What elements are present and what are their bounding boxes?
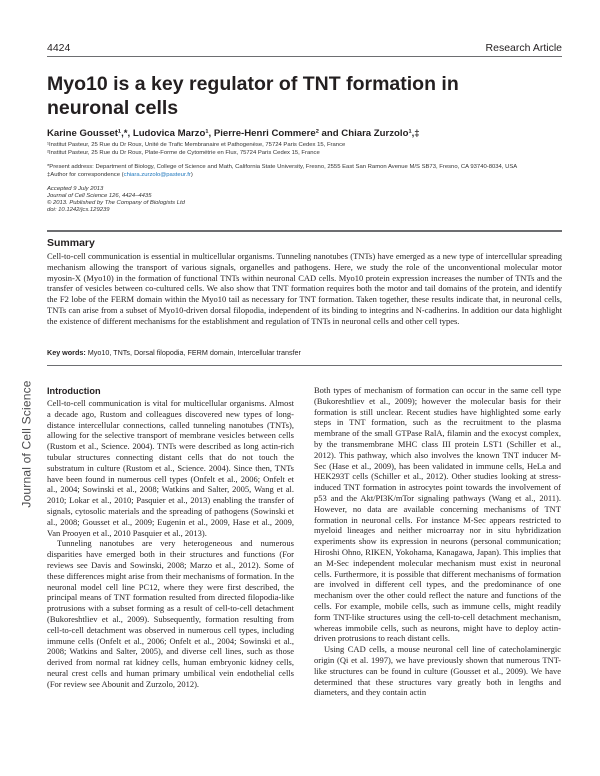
journal-reference: Journal of Cell Science 126, 4424–4435 (47, 193, 152, 199)
keywords-line (47, 348, 562, 357)
intro-paragraph-1: Cell-to-cell communication is vital for multicellular organisms. Almost a decade ago, Rustom and colleagues discovered new types of long-distance intercellular connections, called tunneling nanotubes (TNTs), allowing for the selective transport of membrane vesicles between cells (Rustom et al., Science. 2004). TNTs were described as long actin-rich tubular structures connecting distant cells that do not touch the substratum in culture (Rustom et al., Science. 2004). Since then, TNTs have been found in numerous cell types (Onfelt et al., 2006; Onfelt et al., 2004; Sowinski et al., 2008; Watkins and Salter, 2005, Wang et al. 2010; Lokar et al., 2010; Pasquier et al., 2013) enabling the transfer of signals, cytosolic materials and the spreading of pathogens (Sowinski et al., 2008; Gousset et al., 2009; Eugenin et al., 2009, Hase et al., 2009, Van Prooyen et al., 2010 Pasquier et al., 2013). (47, 398, 294, 538)
correspondence (47, 171, 193, 179)
correspondence-email-link[interactable]: chiara.zurzolo@pasteur.fr (123, 172, 191, 178)
column-right (314, 385, 561, 698)
page-number: 4424 (47, 42, 71, 54)
doi-line: doi: 10.1242/jcs.129239 (47, 207, 110, 213)
affiliation-2: ²Institut Pasteur, 25 Rue du Dr Roux, Plate-Forme de Cytométrie en Flux, 75724 Paris Cedex 15, France (47, 150, 320, 156)
article-title: Myo10 is a key regulator of TNT formation in neuronal cells (47, 73, 459, 119)
affiliation-1: ¹Institut Pasteur, 25 Rue du Dr Roux, Unité de Trafic Membranaire et Pathogenèse, 75724 Paris Cedex 15, France (47, 142, 346, 148)
summary-text: Cell-to-cell communication is essential in multicellular organisms. Tunneling nanotubes (TNTs) have emerged as a new type of intercellular spreading mechanism allowing the transport of various signals, organelles and pathogens. Here, we study the role of the unconventional molecular motor myosin-X (Myo10) in the formation of functional TNTs within neuronal CAD cells. Myo10 protein expression increases the number of TNTs and the transfer of vesicles between co-cultured cells. We also show that TNT formation requires both the motor and tail domains of the protein, and identify the F2 lobe of the FERM domain within the Myo10 tail as necessary for TNT formation. Taken together, these results indicate that, in neuronal cells, TNTs can arise from a subset of Myo10-driven dorsal filopodia, independent of its binding to integrins and N-cadherins. In addition our data highlight the existence of different mechanisms for the establishment and regulation of TNTs in neuronal cells and other cell types. (47, 251, 562, 326)
introduction-heading: Introduction (47, 386, 101, 396)
author-list: Karine Gousset¹,*, Ludovica Marzo¹, Pierre-Henri Commere² and Chiara Zurzolo¹,‡ (47, 128, 420, 139)
section-label: Research Article (485, 42, 562, 54)
top-rule (47, 56, 562, 57)
summary-heading: Summary (47, 237, 95, 249)
correspondence-label: ‡Author for correspondence ( (47, 172, 124, 178)
mid-rule (47, 365, 562, 366)
summary-rule (47, 230, 562, 232)
correspondence-end: ) (190, 172, 193, 178)
journal-name-vertical: Journal of Cell Science (19, 380, 34, 508)
keywords-text: Myo10, TNTs, Dorsal filopodia, FERM domain, Intercellular transfer (87, 348, 301, 357)
present-address: *Present address: Department of Biology, College of Science and Math, California State University, Fresno, 2555 East San Ramon Avenue M/S SB73, Fresno, CA 93740-8034, USA (47, 164, 518, 170)
journal-band (19, 236, 34, 652)
intro-paragraph-4: Using CAD cells, a mouse neuronal cell line of catecholaminergic origin (Qi et al. 1997), we have previously shown that numerous TNT-like structures can be found in culture (Gousset et al., 2009). We have determined that these structures vary greatly both in lengths and diameters, and they contain actin (314, 644, 561, 698)
column-left (47, 385, 294, 690)
copyright-line: © 2013. Published by The Company of Biologists Ltd (47, 200, 185, 206)
accepted-date: Accepted 9 July 2013 (47, 186, 104, 192)
keywords-label: Key words: (47, 348, 86, 357)
intro-paragraph-2: Tunneling nanotubes are very heterogeneous and numerous disparities have emerged both in their structures and functions (For reviews see Davis and Sowinski, 2008; Marzo et al., 2012). Some of these differences might arise from their mechanisms of formation. In the neuronal model cell line PC12, where they were first described, the principal means of TNT formation resulted from directed filopodia-like protrusions with a subset forming as a result of cell-to-cell detachment (Bukoreshtliev et al., 2009). Subsequently, formation resulting from cell-to-cell detachment was observed in numerous cell types, including immune cells (Onfelt et al., 2006; Onfelt et al., 2004; Sowinski et al., 2008; Watkins and Salter, 2005), and diverse cell lines, such as those derived from normal rat kidney cells, human embryonic kidney cells, neural crest cells and human primary umbilical vein endothelial cells (For review see Abounit and Zurzolo, 2012). (47, 538, 294, 689)
intro-paragraph-3: Both types of mechanism of formation can occur in the same cell type (Bukoreshtliev et al., 2009); however the molecular basis for their formation is still unclear. Recent studies have highlighted some early steps in TNT formation, such as the recruitment to the plasma membrane of the small GTPase RalA, filamin and the exocyst complex, by the transmembrane MHC class III protein LST1 (Schiller et al., 2012). This pathway, which also involves the known TNT inducer M-Sec (Hase et al., 2009), has been validated in immune cells, HeLa and HEK293T cells (Schiller et al., 2012). Other studies looking at stress-induced TNT formation in astrocytes point towards the involvement of p53 and the Akt/PI3K/mTor signaling pathways (Wang et al., 2011). However, no data are available concerning mechanisms of TNT formation in neuronal cells. For instance M-Sec appears restricted to myeloid lineages and neither microarray nor in situ hybridization experiments show its expression in neurons (personal communication; Hiroshi Ohno, RIKEN, Yokohama, Kanagawa, Japan). This implies that an M-Sec independent molecular mechanism must exist in neuronal cells. Furthermore, it is possible that different mechanisms of formation are involved in different cell types, and the predominance of one mechanism over the other could reflect the nature and functions of the cells. For example, mobile cells, such as immune cells, might readily form TNT-like structures using the cell-to-cell detachment mechanism, whereas immobile cells, such as neurons, might have to deploy actin-driven protrusions to reach distant cells. (314, 385, 561, 644)
